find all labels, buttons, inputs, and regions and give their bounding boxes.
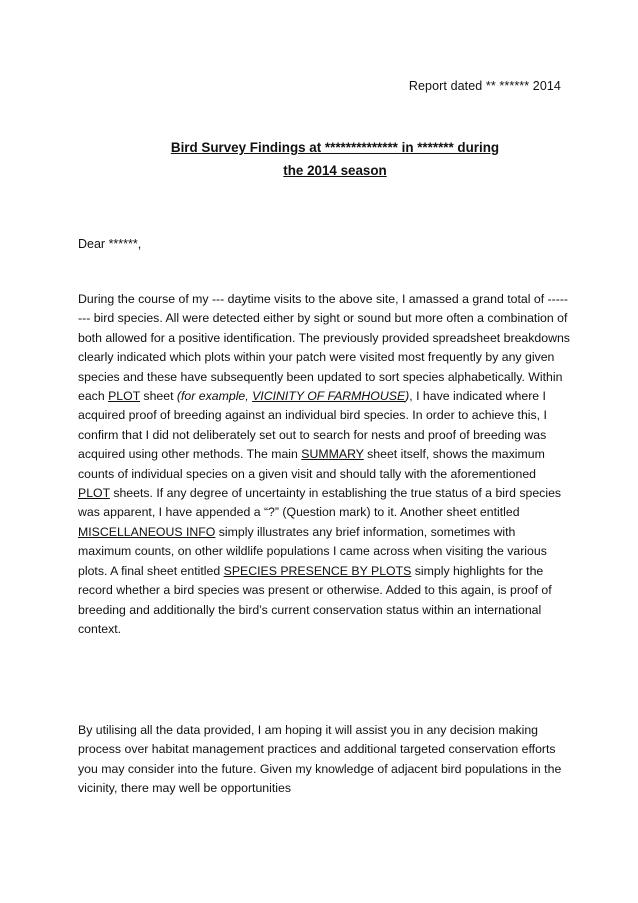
salutation: Dear ******,: [78, 237, 142, 251]
body-paragraph-1: [78, 290, 570, 639]
summary-sheet-reference: SUMMARY: [301, 447, 364, 462]
paragraph-text: sheet itself, shows the maximum counts of individual species on a given visit and should tally with the aforementioned: [78, 447, 545, 481]
title-line-2: the 2014 season: [283, 163, 387, 178]
plot-sheet-reference: PLOT: [108, 389, 140, 404]
paragraph-text: sheet: [140, 389, 177, 404]
example-suffix: ): [405, 389, 410, 404]
report-date: Report dated ** ****** 2014: [408, 79, 561, 93]
plot-sheets-reference: PLOT: [78, 486, 110, 501]
paragraph-text: simply illustrates any brief information, sometimes with maximum counts, on other wildlife populations I came across when visiting the various plots. A final sheet entitled: [78, 524, 547, 578]
title-line-1: Bird Survey Findings at ************** in ******* during: [170, 140, 500, 155]
paragraph-text: simply highlights for the record whether a bird species was present or otherwise. Added to this again, is proof of breeding and additionally the bird’s current conservation status within an international context.: [78, 563, 552, 636]
paragraph-text: sheets. If any degree of uncertainty in establishing the true status of a bird species was apparent, I have appended a “?” (Question mark) to it. Another sheet entitled: [78, 486, 562, 520]
farmhouse-sheet-reference: VICINITY OF FARMHOUSE: [252, 389, 406, 404]
paragraph-text: During the course of my --- daytime visits to the above site, I amassed a grand total of -------- bird species. All were detected either by sight or sound but more often a combination of both allowed for a positive identification. The previously provided spreadsheet breakdowns clearly indicated which plots within your patch were visited most frequently by any given species and these have subsequently been updated to sort species alphabetically. Within each: [78, 292, 570, 404]
example-prefix: (for example,: [176, 389, 253, 404]
body-paragraph-2: By utilising all the data provided, I am hoping it will assist you in any decision making process over habitat management practices and additional targeted conservation efforts you may consider into the future. Given my knowledge of adjacent bird populations in the vicinity, there may well be opportunities: [78, 723, 562, 796]
misc-info-sheet-reference: MISCELLANEOUS INFO: [78, 524, 216, 539]
document-title: [60, 136, 610, 182]
species-presence-sheet-reference: SPECIES PRESENCE BY PLOTS: [223, 563, 412, 578]
paragraph-text: , I have indicated where I acquired proof of breeding against an individual bird species. In order to achieve this, I confirm that I did not deliberately set out to search for nests and proof of breeding was acquired using other methods. The main: [78, 389, 547, 462]
